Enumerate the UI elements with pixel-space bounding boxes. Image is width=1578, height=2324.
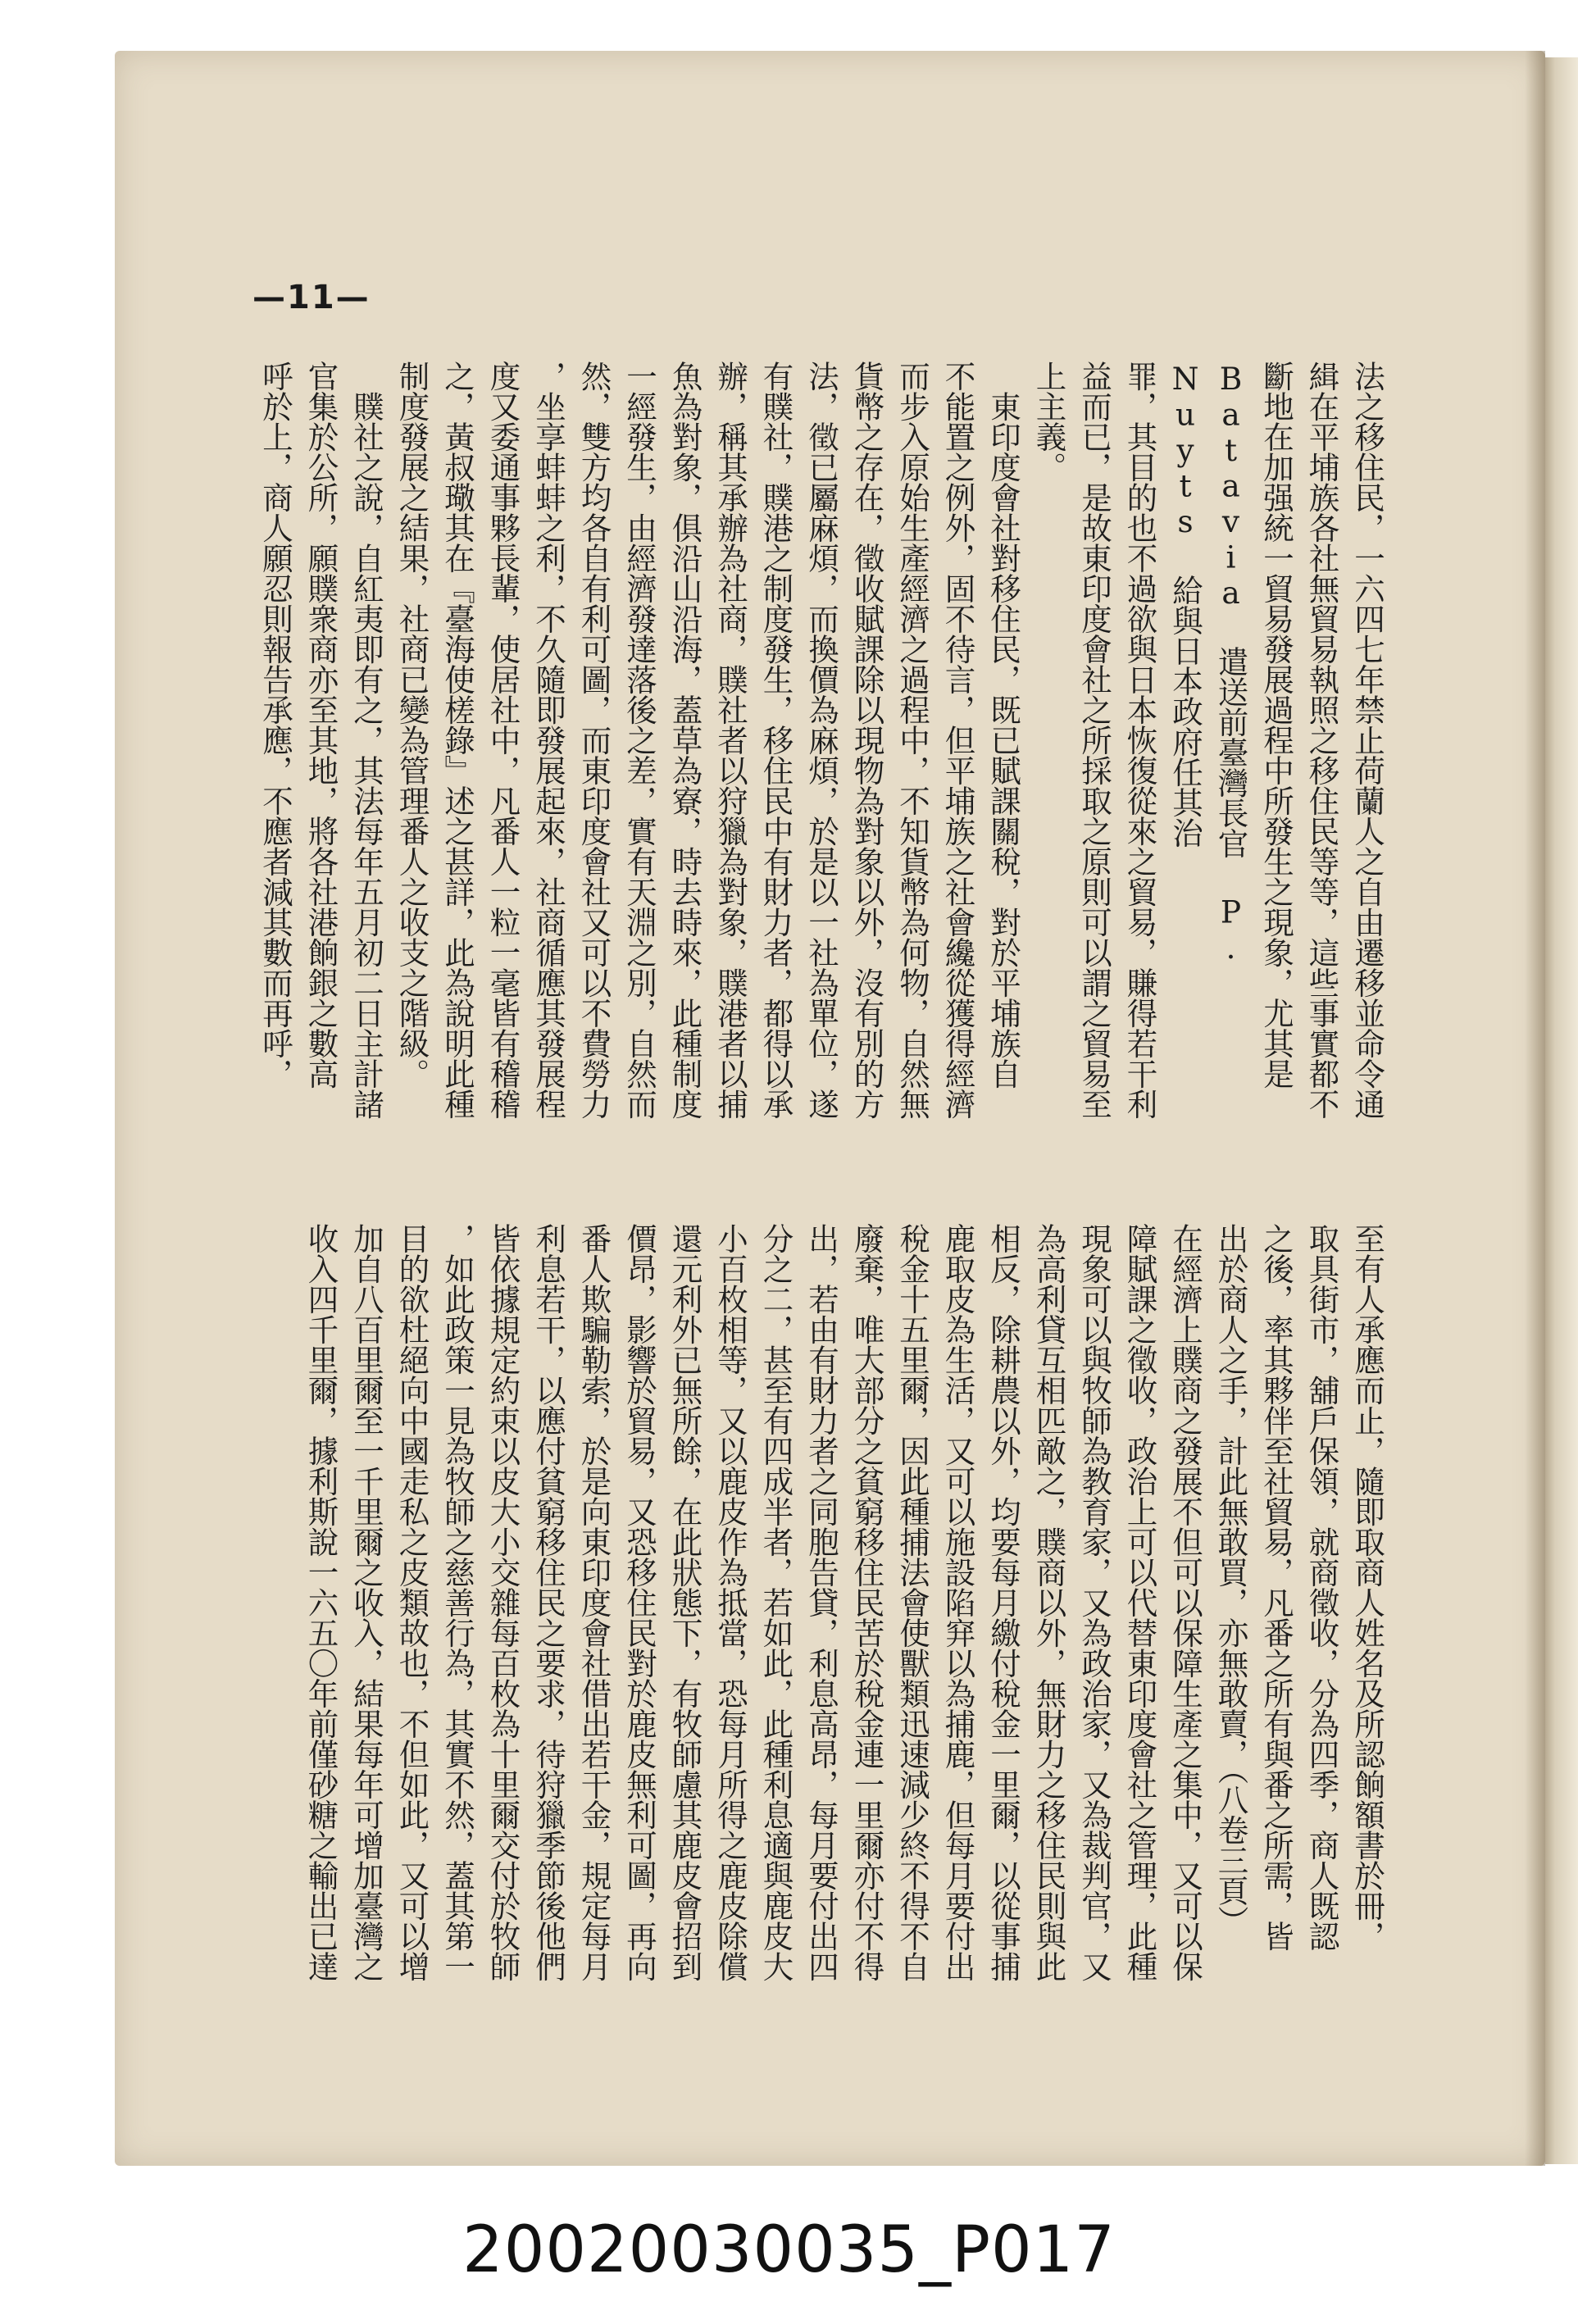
upper-text-column: 益而已，是故東印度會社之所採取之原則可以謂之貿易至 (1076, 361, 1112, 1119)
lower-text-column: ，如此政策一見為牧師之慈善行為，其實不然，蓋其第一 (439, 1223, 475, 1981)
lower-text-column: 廢棄，唯大部分之貧窮移住民苦於稅金連一里爾亦付不得 (848, 1223, 885, 1981)
upper-text-column: 制度發展之結果，社商已變為管理番人之收支之階級。 (393, 361, 430, 1089)
lower-text-column: 出於商人之手，計此無敢買，亦無敢賣，（八卷三頁） (1212, 1223, 1249, 1936)
lower-text-column: 為高利貸互相匹敵之，贌商以外，無財力之移住民則與此 (1030, 1223, 1067, 1981)
upper-text-column: 法，徵已屬麻煩，而換價為麻煩，於是以一社為單位，遂 (803, 361, 839, 1119)
upper-text-column: 上主義。 (1030, 361, 1067, 482)
lower-text-column: 相反，除耕農以外，均要每月繳付稅金一里爾，以從事捕 (985, 1223, 1021, 1981)
lower-text-column: 利息若干，以應付貧窮移住民之要求，待狩獵季節後他們 (530, 1223, 566, 1981)
upper-text-column: 然，雙方均各自有利可圖，而東印度會社又可以不費勞力 (575, 361, 612, 1119)
upper-text-column: 辦，稱其承辦為社商，贌社者以狩獵為對象，贌港者以捕 (712, 361, 748, 1119)
upper-text-column: 贌社之說，自紅夷即有之，其法每年五月初二日主計諸 (348, 361, 384, 1119)
adjacent-page-edge (1545, 57, 1578, 2164)
upper-text-column: 一經發生，由經濟發達落後之差，實有天淵之別，自然而 (621, 361, 657, 1119)
upper-text-column: 度又委通事夥長輩，使居社中，凡番人一粒一毫皆有稽稽 (484, 361, 521, 1119)
lower-text-block (258, 1223, 1389, 2025)
upper-text-block (258, 361, 1389, 1162)
lower-text-column: 鹿取皮為生活，又可以施設陷穽以為捕鹿，但每月要付出 (939, 1223, 976, 1981)
lower-text-column: 加自八百里爾至一千里爾之收入，結果每年可增加臺灣之 (348, 1223, 384, 1981)
lower-text-column: 障賦課之徵收，政治上可以代替東印度會社之管理，此種 (1121, 1223, 1158, 1981)
lower-text-column: 在經濟上贌商之發展不但可以保障生產之集中，又可以保 (1167, 1223, 1203, 1981)
upper-text-column: 東印度會社對移住民，既已賦課關稅，對於平埔族自 (985, 361, 1021, 1089)
upper-text-column: 之，黃叔璥其在『臺海使槎錄』述之甚詳，此為說明此種 (439, 361, 475, 1119)
archive-id-caption: 20020030035_P017 (462, 2213, 1116, 2287)
lower-text-column: 稅金十五里爾，因此種捕法會使獸類迅速減少終不得不自 (894, 1223, 930, 1981)
lower-text-column: 現象可以與牧師為教育家，又為政治家，又為裁判官，又 (1076, 1223, 1112, 1981)
upper-text-column: 魚為對象，俱沿山沿海，蓋草為寮，時去時來，此種制度 (666, 361, 703, 1119)
lower-text-column: 取具街市，舖戶保領，就商徵收，分為四季，商人既認 (1303, 1223, 1340, 1951)
upper-text-column: 有贌社，贌港之制度發生，移住民中有財力者，都得以承 (757, 361, 794, 1119)
page-number: —11— (252, 279, 371, 316)
upper-text-column: 不能置之例外，固不待言，但平埔族之社會纔從獲得經濟 (939, 361, 976, 1119)
spine-shadow (1525, 51, 1545, 2166)
lower-text-column: 之後，率其夥伴至社貿易，凡番之所有與番之所需，皆 (1258, 1223, 1294, 1951)
upper-text-column: Batavia 遣送前臺灣長官 P. Nuyts 給與日本政府任其治 (1167, 361, 1249, 966)
lower-text-column: 收入四千里爾，據利斯說一六五〇年前僅砂糖之輸出已達 (302, 1223, 339, 1981)
upper-text-column: ，坐享蚌蚌之利，不久隨即發展起來，社商循應其發展程 (530, 361, 566, 1119)
upper-text-column: 貨幣之存在，徵收賦課除以現物為對象以外，沒有別的方 (848, 361, 885, 1119)
lower-text-column: 至有人承應而止，隨即取商人姓名及所認餉額書於冊， (1349, 1223, 1385, 1951)
lower-text-column: 價昂，影響於貿易，又恐移住民對於鹿皮無利可圖，再向 (621, 1223, 657, 1981)
upper-text-column: 而步入原始生產經濟之過程中，不知貨幣為何物，自然無 (894, 361, 930, 1119)
lower-text-column: 目的欲杜絕向中國走私之皮類故也，不但如此，又可以增 (393, 1223, 430, 1981)
lower-text-column: 皆依據規定約束以皮大小交雜每百枚為十里爾交付於牧師 (484, 1223, 521, 1981)
upper-text-column: 緝在平埔族各社無貿易執照之移住民等等，這些事實都不 (1303, 361, 1340, 1119)
lower-text-column: 小百枚相等，又以鹿皮作為抵當，恐每月所得之鹿皮除償 (712, 1223, 748, 1981)
upper-text-column: 斷地在加强統一貿易發展過程中所發生之現象，尤其是 (1258, 361, 1294, 1089)
upper-text-column: 官集於公所，願贌衆商亦至其地，將各社港餉銀之數高 (302, 361, 339, 1089)
lower-text-column: 番人欺騙勒索，於是向東印度會社借出若干金，規定每月 (575, 1223, 612, 1981)
lower-text-column: 出，若由有財力者之同胞告貸，利息高昂，每月要付出四 (803, 1223, 839, 1981)
upper-text-column: 罪，其目的也不過欲與日本恢復從來之貿易，賺得若干利 (1121, 361, 1158, 1119)
upper-text-column: 法之移住民，一六四七年禁止荷蘭人之自由遷移並命令通 (1349, 361, 1385, 1119)
upper-text-column: 呼於上，商人願忍則報告承應，不應者減其數而再呼， (257, 361, 293, 1089)
lower-text-column: 分之二，甚至有四成半者，若如此，此種利息適與鹿皮大 (757, 1223, 794, 1981)
lower-text-column: 還元利外已無所餘，在此狀態下，有牧師慮其鹿皮會招到 (666, 1223, 703, 1981)
